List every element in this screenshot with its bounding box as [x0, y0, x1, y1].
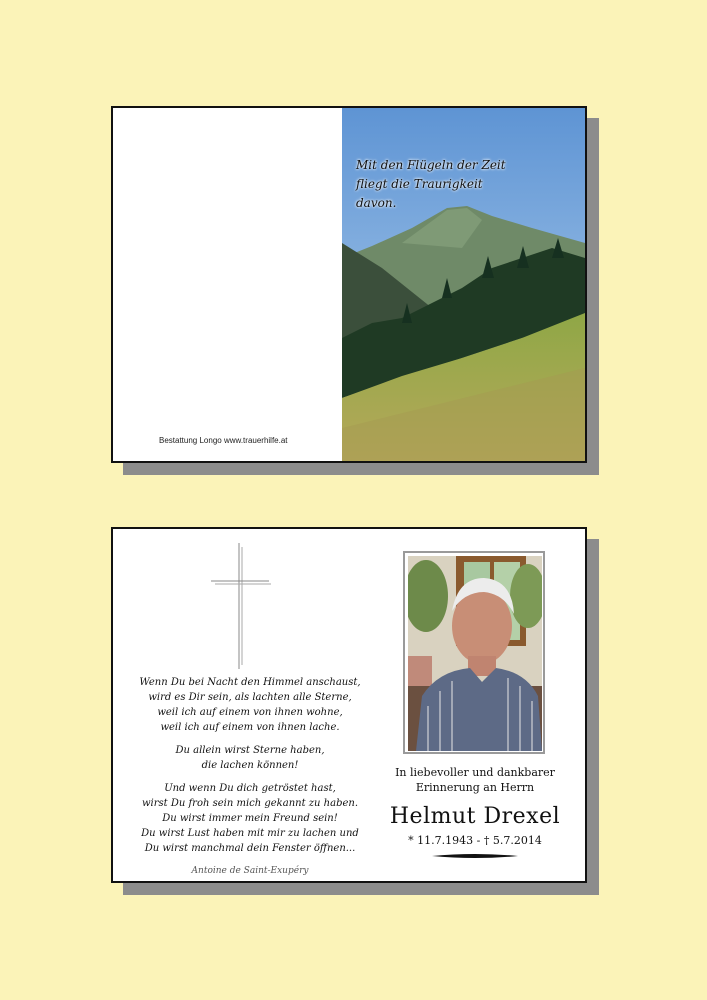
poem-line: Du wirst manchmal dein Fenster öffnen...: [144, 843, 356, 854]
poem-line: weil ich auf einem von ihnen wohne,: [157, 707, 343, 718]
poem-author: Antoine de Saint-Exupéry: [191, 866, 309, 876]
memorial-text: [375, 765, 575, 860]
life-dates: * 11.7.1943 - † 5.7.2014: [408, 834, 542, 847]
poem-stanza: [127, 781, 373, 856]
poem-stanza: [127, 675, 373, 735]
cross-icon: [211, 543, 271, 669]
quote-line: fliegt die Traurigkeit: [356, 177, 483, 191]
quote-line: davon.: [356, 196, 397, 210]
poem-line: Du wirst immer mein Freund sein!: [162, 813, 338, 824]
poem-line: wird es Dir sein, als lachten alle Sterne,: [148, 692, 352, 703]
portrait-photo: [403, 551, 545, 754]
card-front: [111, 106, 587, 463]
poem-line: die lachen können!: [201, 760, 299, 771]
poem-line: wirst Du froh sein mich gekannt zu haben.: [141, 798, 359, 809]
poem: [127, 675, 373, 879]
funeral-home-credit: Bestattung Longo www.trauerhilfe.at: [159, 436, 288, 445]
memorial-line-1: In liebevoller und dankbarer: [395, 766, 555, 779]
poem-line: Und wenn Du dich getröstet hast,: [164, 783, 336, 794]
quote-text: [356, 156, 506, 213]
poem-line: Wenn Du bei Nacht den Himmel anschaust,: [139, 677, 361, 688]
quote-line: Mit den Flügeln der Zeit: [356, 158, 506, 172]
card-inside: [111, 527, 587, 883]
poem-line: weil ich auf einem von ihnen lache.: [160, 722, 340, 733]
deceased-name: Helmut Drexel: [389, 804, 561, 829]
divider-ornament-icon: [432, 852, 518, 860]
landscape-photo: [342, 108, 585, 461]
poem-line: Du wirst Lust haben mit mir zu lachen und: [141, 828, 359, 839]
poem-line: Du allein wirst Sterne haben,: [175, 745, 325, 756]
memorial-line-2: Erinnerung an Herrn: [415, 781, 535, 794]
card-back-panel: [113, 108, 342, 461]
poem-stanza: [127, 743, 373, 773]
